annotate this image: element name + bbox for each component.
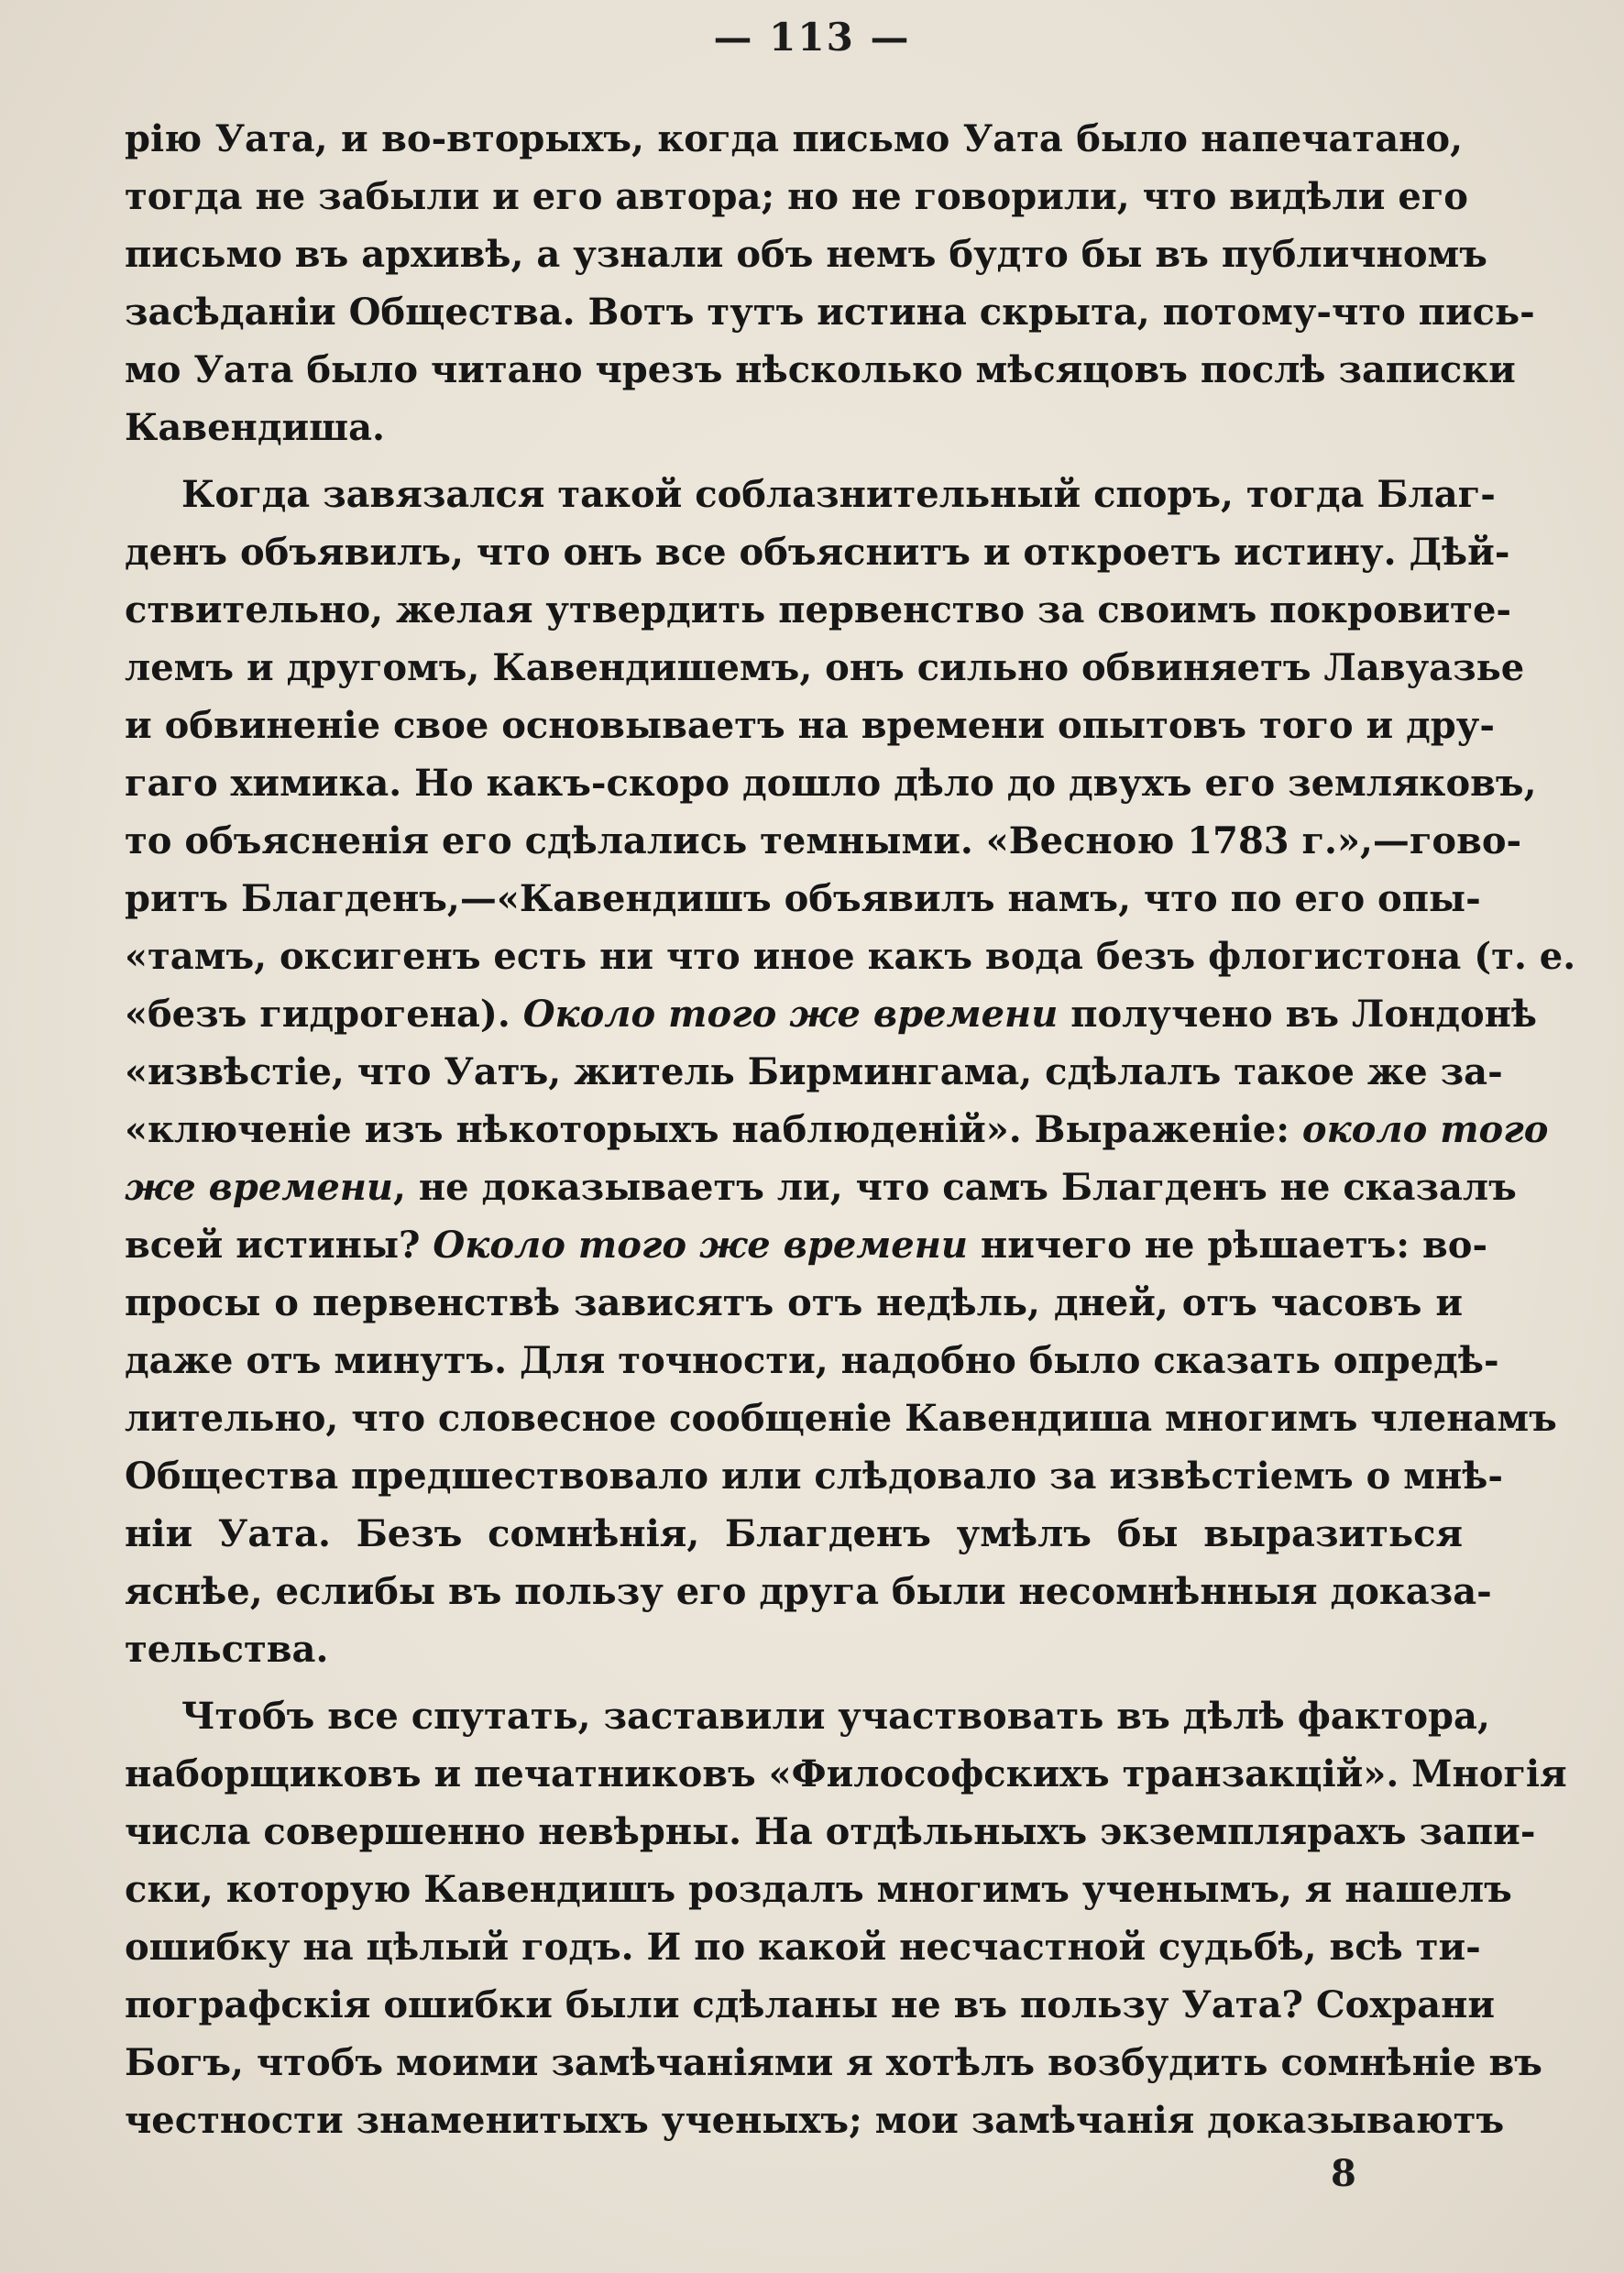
text-line: наборщиковъ и печатниковъ «Философскихъ транзакцій». Многія — [125, 1752, 1567, 1795]
text-line: Общества предшествовало или слѣдовало за извѣстіемъ о мнѣ- — [125, 1455, 1503, 1498]
text-line — [125, 1216, 1488, 1274]
text-line — [125, 1158, 1517, 1216]
paragraph-gap — [125, 1678, 1463, 1687]
paragraph-gap — [125, 456, 1463, 466]
text-line: Когда завязался такой соблазнительный споръ, тогда Благ- — [181, 473, 1496, 516]
italic-phrase: же времени — [125, 1166, 394, 1209]
text-line: лительно, что словесное сообщеніе Кавендиша многимъ членамъ — [125, 1397, 1557, 1440]
text-run: получено въ Лондонѣ — [1058, 993, 1538, 1036]
text-run: «безъ гидрогена). — [125, 993, 523, 1036]
text-run: всей истины? — [125, 1224, 433, 1267]
text-line: ски, которую Кавендишъ роздалъ многимъ ученымъ, я нашелъ — [125, 1868, 1512, 1911]
text-line: гаго химика. Но какъ-скоро дошло дѣло до двухъ его земляковъ, — [125, 762, 1537, 805]
text-line — [125, 985, 1538, 1043]
text-run: , не доказываетъ ли, что самъ Благденъ не сказалъ — [393, 1166, 1517, 1209]
text-line: даже отъ минутъ. Для точности, надобно было сказать опредѣ- — [125, 1339, 1499, 1382]
text-line: числа совершенно невѣрны. На отдѣльныхъ экземплярахъ запи- — [125, 1810, 1536, 1853]
text-line: засѣданіи Общества. Вотъ тутъ истина скрыта, потому-что пись- — [125, 291, 1535, 334]
printer-signature-mark: 8 — [1331, 2152, 1356, 2195]
text-line: то объясненія его сдѣлались темными. «Весною 1783 г.»,—гово- — [125, 819, 1522, 862]
paragraph — [125, 1687, 1567, 2149]
text-line: Чтобъ все спутать, заставили участвовать въ дѣлѣ фактора, — [181, 1695, 1490, 1738]
text-line: ошибку на цѣлый годъ. И по какой несчастной судьбѣ, всѣ ти- — [125, 1926, 1481, 1969]
italic-phrase: Около того же времени — [433, 1224, 968, 1267]
text-line: Богъ, чтобъ моими замѣчаніями я хотѣлъ возбудить сомнѣніе въ — [125, 2041, 1542, 2084]
text-line: ритъ Благденъ,—«Кавендишъ объявилъ намъ, что по его опы- — [125, 877, 1481, 920]
page-number: — 113 — — [713, 15, 911, 60]
text-line: пографскія ошибки были сдѣланы не въ пользу Уата? Сохрани — [125, 1983, 1496, 2026]
text-line: Кавендиша. — [125, 406, 385, 449]
text-line: честности знаменитыхъ ученыхъ; мои замѣчанія доказываютъ — [125, 2099, 1505, 2142]
text-line: тельства. — [125, 1628, 329, 1671]
text-line: и обвиненіе свое основываетъ на времени опытовъ того и дру- — [125, 704, 1495, 747]
text-line: письмо въ архивѣ, а узнали объ немъ будто бы въ публичномъ — [125, 233, 1487, 276]
body-text — [125, 110, 1576, 2149]
italic-phrase: Около того же времени — [522, 993, 1059, 1036]
text-line: яснѣе, еслибы въ пользу его друга были несомнѣнныя доказа- — [125, 1570, 1492, 1613]
text-line: лемъ и другомъ, Кавендишемъ, онъ сильно обвиняетъ Лавуазье — [125, 646, 1525, 689]
text-run: «ключеніе изъ нѣкоторыхъ наблюденій». Выраженіе: — [125, 1108, 1302, 1151]
text-line — [125, 1101, 1549, 1158]
text-line: тогда не забыли и его автора; но не говорили, что видѣли его — [125, 175, 1468, 218]
paragraph — [125, 110, 1535, 456]
text-line: ствительно, желая утвердить первенство за своимъ покровите- — [125, 588, 1511, 631]
text-line: ніи Уата. Безъ сомнѣнія, Благденъ умѣлъ бы выразиться — [125, 1512, 1463, 1555]
text-run: ничего не рѣшаетъ: во- — [968, 1224, 1488, 1267]
text-line: рію Уата, и во-вторыхъ, когда письмо Уата было напечатано, — [125, 117, 1463, 160]
text-line: мо Уата было читано чрезъ нѣсколько мѣсяцовъ послѣ записки — [125, 348, 1516, 391]
italic-phrase: около того — [1301, 1108, 1549, 1151]
text-line: «извѣстіе, что Уатъ, житель Бирмингама, сдѣлалъ такое же за- — [125, 1050, 1503, 1093]
paragraph — [125, 466, 1576, 1678]
text-line: просы о первенствѣ зависятъ отъ недѣль, дней, отъ часовъ и — [125, 1281, 1463, 1324]
text-line: «тамъ, оксигенъ есть ни что иное какъ вода безъ флогистона (т. е. — [125, 935, 1576, 978]
text-line: денъ объявилъ, что онъ все объяснитъ и откроетъ истину. Дѣй- — [125, 531, 1510, 574]
